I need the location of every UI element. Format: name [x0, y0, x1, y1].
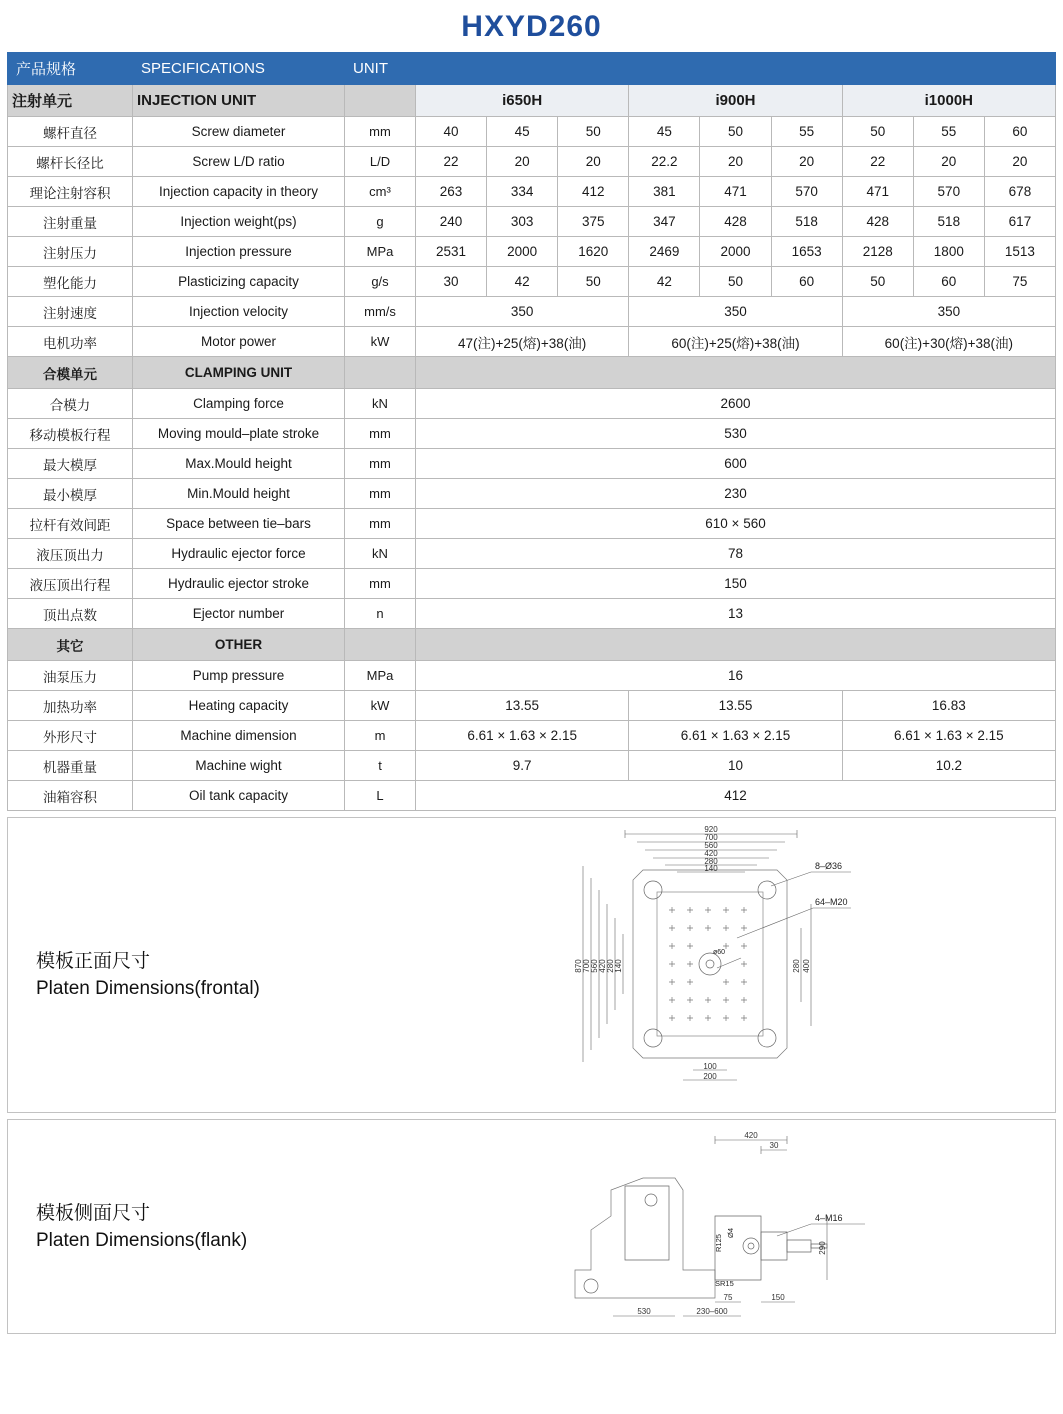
cell: 78 — [416, 539, 1056, 569]
cell: 381 — [629, 177, 700, 207]
cell: 617 — [984, 207, 1055, 237]
row-label-en: Heating capacity — [133, 691, 345, 721]
cell: 263 — [416, 177, 487, 207]
platen-frontal-panel — [7, 817, 1056, 1113]
cell: 150 — [416, 569, 1056, 599]
platen-frontal-drawing — [565, 818, 1035, 1112]
table-row — [8, 721, 1056, 751]
row-unit: kW — [345, 691, 416, 721]
cell: 428 — [700, 207, 771, 237]
table-row — [8, 449, 1056, 479]
row-label-en: Oil tank capacity — [133, 781, 345, 811]
injection-unit-section-row — [8, 85, 1056, 117]
section-clamping-cn: 合模单元 — [8, 357, 133, 389]
dim-left-420: 420 — [598, 959, 607, 973]
cell: 347 — [629, 207, 700, 237]
dim-right-400: 400 — [802, 959, 811, 973]
platen-flank-drawing — [565, 1120, 1035, 1333]
row-label-cn: 液压顶出行程 — [8, 569, 133, 599]
cell: 6.61 × 1.63 × 2.15 — [629, 721, 842, 751]
table-row — [8, 691, 1056, 721]
table-row — [8, 327, 1056, 357]
table-row — [8, 147, 1056, 177]
cell: 375 — [558, 207, 629, 237]
section-clamping-unit — [345, 357, 416, 389]
row-label-en: Hydraulic ejector force — [133, 539, 345, 569]
platen-frontal-label-cn: 模板正面尺寸 — [36, 951, 151, 972]
dim-flank-top-30: 30 — [769, 1141, 779, 1150]
cell: 1620 — [558, 237, 629, 267]
cell: 2128 — [842, 237, 913, 267]
row-label-cn: 顶出点数 — [8, 599, 133, 629]
row-unit: mm — [345, 509, 416, 539]
table-row — [8, 389, 1056, 419]
cell: 20 — [913, 147, 984, 177]
cell: 2000 — [700, 237, 771, 267]
model-i1000h: i1000H — [842, 85, 1055, 117]
row-unit: kW — [345, 327, 416, 357]
row-unit: L — [345, 781, 416, 811]
row-label-cn: 油泵压力 — [8, 661, 133, 691]
cell: 22.2 — [629, 147, 700, 177]
row-label-cn: 最小模厚 — [8, 479, 133, 509]
cell: 412 — [558, 177, 629, 207]
cell: 50 — [842, 117, 913, 147]
row-unit: t — [345, 751, 416, 781]
row-label-en: Screw diameter — [133, 117, 345, 147]
dim-left-560: 560 — [590, 959, 599, 973]
dim-left-280: 280 — [606, 959, 615, 973]
cell: 20 — [984, 147, 1055, 177]
row-label-en: Hydraulic ejector stroke — [133, 569, 345, 599]
row-label-cn: 螺杆直径 — [8, 117, 133, 147]
table-row — [8, 661, 1056, 691]
row-label-en: Injection velocity — [133, 297, 345, 327]
dim-top-280: 280 — [704, 857, 718, 866]
dim-flank-150: 150 — [771, 1293, 785, 1302]
cell: 2469 — [629, 237, 700, 267]
cell: 75 — [984, 267, 1055, 297]
cell: 600 — [416, 449, 1056, 479]
platen-flank-label-cn: 模板侧面尺寸 — [36, 1203, 151, 1224]
row-label-cn: 电机功率 — [8, 327, 133, 357]
row-label-en: Injection weight(ps) — [133, 207, 345, 237]
row-label-en: Machine wight — [133, 751, 345, 781]
cell: 518 — [771, 207, 842, 237]
row-label-cn: 注射速度 — [8, 297, 133, 327]
section-other-en: OTHER — [133, 629, 345, 661]
section-injection-en: INJECTION UNIT — [133, 85, 345, 117]
row-label-en: Plasticizing capacity — [133, 267, 345, 297]
cell: 60 — [771, 267, 842, 297]
section-clamping-en: CLAMPING UNIT — [133, 357, 345, 389]
dim-flank-bottom-230-600: 230–600 — [696, 1307, 728, 1316]
cell: 60 — [984, 117, 1055, 147]
cell: 55 — [913, 117, 984, 147]
row-label-en: Max.Mould height — [133, 449, 345, 479]
row-unit: mm — [345, 117, 416, 147]
cell: 2600 — [416, 389, 1056, 419]
dim-flank-top-420: 420 — [744, 1131, 758, 1140]
cell: 45 — [487, 117, 558, 147]
row-label-cn: 注射重量 — [8, 207, 133, 237]
cell: 16 — [416, 661, 1056, 691]
row-label-en: Ejector number — [133, 599, 345, 629]
row-unit: MPa — [345, 661, 416, 691]
table-header-row — [8, 53, 1056, 85]
cell: 22 — [842, 147, 913, 177]
cell: 1800 — [913, 237, 984, 267]
dim-top-140: 140 — [704, 864, 718, 873]
cell: 45 — [629, 117, 700, 147]
cell: 2531 — [416, 237, 487, 267]
cell: 60(注)+30(熔)+38(油) — [842, 327, 1055, 357]
cell: 50 — [700, 267, 771, 297]
row-unit: mm — [345, 419, 416, 449]
table-row — [8, 267, 1056, 297]
dim-top-700: 700 — [704, 833, 718, 842]
row-label-cn: 拉杆有效间距 — [8, 509, 133, 539]
row-label-en: Moving mould–plate stroke — [133, 419, 345, 449]
section-clamping-values — [416, 357, 1056, 389]
dim-left-700: 700 — [582, 959, 591, 973]
table-row — [8, 419, 1056, 449]
dim-top-420: 420 — [704, 849, 718, 858]
cell: 678 — [984, 177, 1055, 207]
note-8-d36: 8–Ø36 — [815, 861, 843, 871]
cell: 50 — [842, 267, 913, 297]
row-unit: g/s — [345, 267, 416, 297]
row-label-en: Min.Mould height — [133, 479, 345, 509]
clamping-unit-section-row — [8, 357, 1056, 389]
section-injection-cn: 注射单元 — [8, 85, 133, 117]
row-label-cn: 液压顶出力 — [8, 539, 133, 569]
row-label-cn: 最大模厚 — [8, 449, 133, 479]
row-label-cn: 油箱容积 — [8, 781, 133, 811]
section-other-values — [416, 629, 1056, 661]
row-label-en: Screw L/D ratio — [133, 147, 345, 177]
section-injection-unit — [345, 85, 416, 117]
row-label-en: Injection capacity in theory — [133, 177, 345, 207]
cell: 570 — [771, 177, 842, 207]
cell: 2000 — [487, 237, 558, 267]
row-label-cn: 螺杆长径比 — [8, 147, 133, 177]
cell: 350 — [842, 297, 1055, 327]
cell: 9.7 — [416, 751, 629, 781]
row-unit: mm/s — [345, 297, 416, 327]
cell: 50 — [558, 267, 629, 297]
row-label-en: Space between tie–bars — [133, 509, 345, 539]
cell: 42 — [487, 267, 558, 297]
table-row — [8, 297, 1056, 327]
header-en: SPECIFICATIONS — [133, 53, 345, 85]
table-row — [8, 509, 1056, 539]
cell: 6.61 × 1.63 × 2.15 — [842, 721, 1055, 751]
row-label-cn: 理论注射容积 — [8, 177, 133, 207]
dim-right-280: 280 — [792, 959, 801, 973]
row-label-en: Injection pressure — [133, 237, 345, 267]
cell: 60 — [913, 267, 984, 297]
cell: 40 — [416, 117, 487, 147]
cell: 412 — [416, 781, 1056, 811]
cell: 13 — [416, 599, 1056, 629]
table-row — [8, 117, 1056, 147]
row-unit: m — [345, 721, 416, 751]
cell: 30 — [416, 267, 487, 297]
table-row — [8, 479, 1056, 509]
model-i900h: i900H — [629, 85, 842, 117]
dim-top-920: 920 — [704, 825, 718, 834]
cell: 230 — [416, 479, 1056, 509]
row-label-cn: 塑化能力 — [8, 267, 133, 297]
cell: 428 — [842, 207, 913, 237]
table-row — [8, 781, 1056, 811]
row-label-cn: 加热功率 — [8, 691, 133, 721]
cell: 350 — [416, 297, 629, 327]
header-unit: UNIT — [345, 53, 1056, 85]
cell: 13.55 — [629, 691, 842, 721]
cell: 240 — [416, 207, 487, 237]
row-label-cn: 机器重量 — [8, 751, 133, 781]
specifications-table — [7, 52, 1056, 811]
table-row — [8, 599, 1056, 629]
cell: 303 — [487, 207, 558, 237]
cell: 55 — [771, 117, 842, 147]
row-label-cn: 注射压力 — [8, 237, 133, 267]
cell: 570 — [913, 177, 984, 207]
cell: 20 — [487, 147, 558, 177]
cell: 471 — [842, 177, 913, 207]
other-section-row — [8, 629, 1056, 661]
row-unit: MPa — [345, 237, 416, 267]
row-unit: mm — [345, 449, 416, 479]
cell: 50 — [558, 117, 629, 147]
header-cn: 产品规格 — [8, 53, 133, 85]
row-label-en: Clamping force — [133, 389, 345, 419]
dim-flank-right-290: 290 — [818, 1241, 827, 1255]
platen-flank-label — [36, 1200, 247, 1254]
table-row — [8, 237, 1056, 267]
dim-bottom-100: 100 — [703, 1062, 717, 1071]
row-label-cn: 外形尺寸 — [8, 721, 133, 751]
table-row — [8, 569, 1056, 599]
platen-frontal-label — [36, 948, 260, 1002]
row-unit: L/D — [345, 147, 416, 177]
cell: 22 — [416, 147, 487, 177]
row-unit: n — [345, 599, 416, 629]
dim-flank-75: 75 — [723, 1293, 733, 1302]
section-other-cn: 其它 — [8, 629, 133, 661]
dim-flank-bottom-530: 530 — [637, 1307, 651, 1316]
table-row — [8, 207, 1056, 237]
row-unit: mm — [345, 569, 416, 599]
cell: 10 — [629, 751, 842, 781]
cell: 10.2 — [842, 751, 1055, 781]
dim-bottom-200: 200 — [703, 1072, 717, 1081]
page-title: HXYD260 — [461, 10, 602, 43]
platen-frontal-label-en: Platen Dimensions(frontal) — [36, 978, 260, 999]
cell: 42 — [629, 267, 700, 297]
cell: 518 — [913, 207, 984, 237]
cell: 13.55 — [416, 691, 629, 721]
cell: 530 — [416, 419, 1056, 449]
cell: 6.61 × 1.63 × 2.15 — [416, 721, 629, 751]
dim-left-870: 870 — [574, 959, 583, 973]
table-row — [8, 539, 1056, 569]
table-row — [8, 751, 1056, 781]
platen-flank-panel — [7, 1119, 1056, 1334]
cell: 60(注)+25(熔)+38(油) — [629, 327, 842, 357]
cell: 20 — [771, 147, 842, 177]
note-4-m16: 4–M16 — [815, 1213, 843, 1223]
section-other-unit — [345, 629, 416, 661]
cell: 20 — [558, 147, 629, 177]
row-label-cn: 移动模板行程 — [8, 419, 133, 449]
dim-left-140: 140 — [614, 959, 623, 973]
row-unit: mm — [345, 479, 416, 509]
row-unit: kN — [345, 539, 416, 569]
model-i650h: i650H — [416, 85, 629, 117]
row-unit: g — [345, 207, 416, 237]
note-bore-60: ø60 — [713, 949, 726, 956]
cell: 1653 — [771, 237, 842, 267]
row-label-en: Pump pressure — [133, 661, 345, 691]
cell: 1513 — [984, 237, 1055, 267]
row-unit: cm³ — [345, 177, 416, 207]
cell: 350 — [629, 297, 842, 327]
dim-top-560: 560 — [704, 841, 718, 850]
cell: 471 — [700, 177, 771, 207]
row-label-en: Motor power — [133, 327, 345, 357]
row-unit: kN — [345, 389, 416, 419]
table-row — [8, 177, 1056, 207]
cell: 610 × 560 — [416, 509, 1056, 539]
cell: 16.83 — [842, 691, 1055, 721]
note-sr15: SR15 — [715, 1279, 734, 1288]
note-r125: R125 — [714, 1234, 723, 1252]
note-64-m20: 64–M20 — [815, 897, 848, 907]
row-label-cn: 合模力 — [8, 389, 133, 419]
row-label-en: Machine dimension — [133, 721, 345, 751]
cell: 47(注)+25(熔)+38(油) — [416, 327, 629, 357]
note-bore-4: Ø4 — [726, 1227, 735, 1238]
cell: 20 — [700, 147, 771, 177]
cell: 50 — [700, 117, 771, 147]
platen-flank-label-en: Platen Dimensions(flank) — [36, 1230, 248, 1251]
cell: 334 — [487, 177, 558, 207]
